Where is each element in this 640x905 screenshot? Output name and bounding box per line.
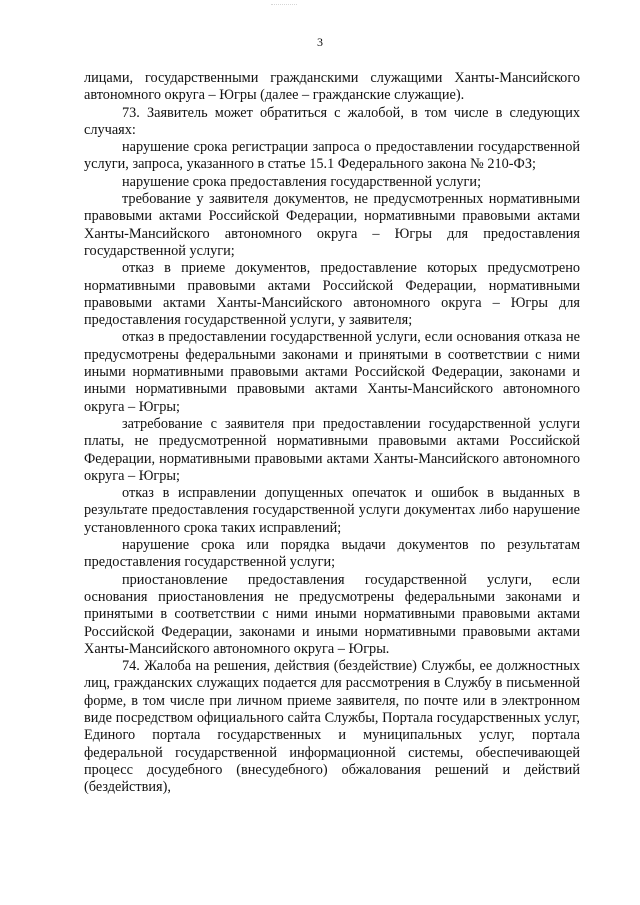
paragraph-case-service-refusal: отказ в предоставлении государственной услуги, если основания отказа не предусмотрены федеральными законами и принятыми в соответствии с ними иными нормативными правовыми актами Российской Федерации, законами и иными нормативными правовыми актами Ханты-Мансийского автономного округа – Югры; — [84, 329, 580, 415]
paragraph-continuation: лицами, государственными гражданскими служащими Ханты-Мансийского автономного округа – Югры (далее – гражданские служащие). — [84, 70, 580, 104]
document-body — [84, 70, 580, 796]
paragraph-item-74: 74. Жалоба на решения, действия (бездействие) Службы, ее должностных лиц, гражданских служащих подается для рассмотрения в Службу в письменной форме, в том числе при личном приеме заявителя, по почте или в электронном виде посредством официального сайта Службы, Портала государственных услуг, Единого портала государственных и муниципальных услуг, портала федеральной государственной информационной системы, обеспечивающей процесс досудебного (внесудебного) обжалования решений и действий (бездействия), — [84, 658, 580, 796]
paragraph-case-suspension: приостановление предоставления государственной услуги, если основания приостановления не предусмотрены федеральными законами и принятыми в соответствии с ними иными нормативными правовыми актами Российской Федерации, законами и иными нормативными правовыми актами Ханты-Мансийского автономного округа – Югры. — [84, 571, 580, 657]
scan-artifact — [271, 4, 297, 9]
paragraph-case-issuance-violation: нарушение срока или порядка выдачи документов по результатам предоставления государственной услуги; — [84, 537, 580, 571]
paragraph-case-correction-refusal: отказ в исправлении допущенных опечаток и ошибок в выданных в результате предоставления государственной услуги документах либо нарушение установленного срока таких исправлений; — [84, 485, 580, 536]
page-number: 3 — [317, 35, 323, 49]
paragraph-case-registration-deadline: нарушение срока регистрации запроса о предоставлении государственной услуги, запроса, указанного в статье 15.1 Федерального закона № 210-ФЗ; — [84, 139, 580, 173]
paragraph-case-extra-documents: требование у заявителя документов, не предусмотренных нормативными правовыми актами Российской Федерации, нормативными правовыми актами Ханты-Мансийского автономного округа – Югры для предоставления государственной услуги; — [84, 191, 580, 259]
paragraph-case-document-refusal: отказ в приеме документов, предоставление которых предусмотрено нормативными правовыми актами Российской Федерации, нормативными правовыми актами Ханты-Мансийского автономного округа – Югры для предоставления государственной услуги, у заявителя; — [84, 260, 580, 329]
paragraph-case-fee-demand: затребование с заявителя при предоставлении государственной услуги платы, не предусмотренной нормативными правовыми актами Российской Федерации, нормативными правовыми актами Ханты-Мансийского автономного округа – Югры; — [84, 415, 580, 484]
paragraph-item-73: 73. Заявитель может обратиться с жалобой, в том числе в следующих случаях: — [84, 104, 580, 138]
paragraph-case-service-deadline: нарушение срока предоставления государственной услуги; — [122, 173, 482, 190]
